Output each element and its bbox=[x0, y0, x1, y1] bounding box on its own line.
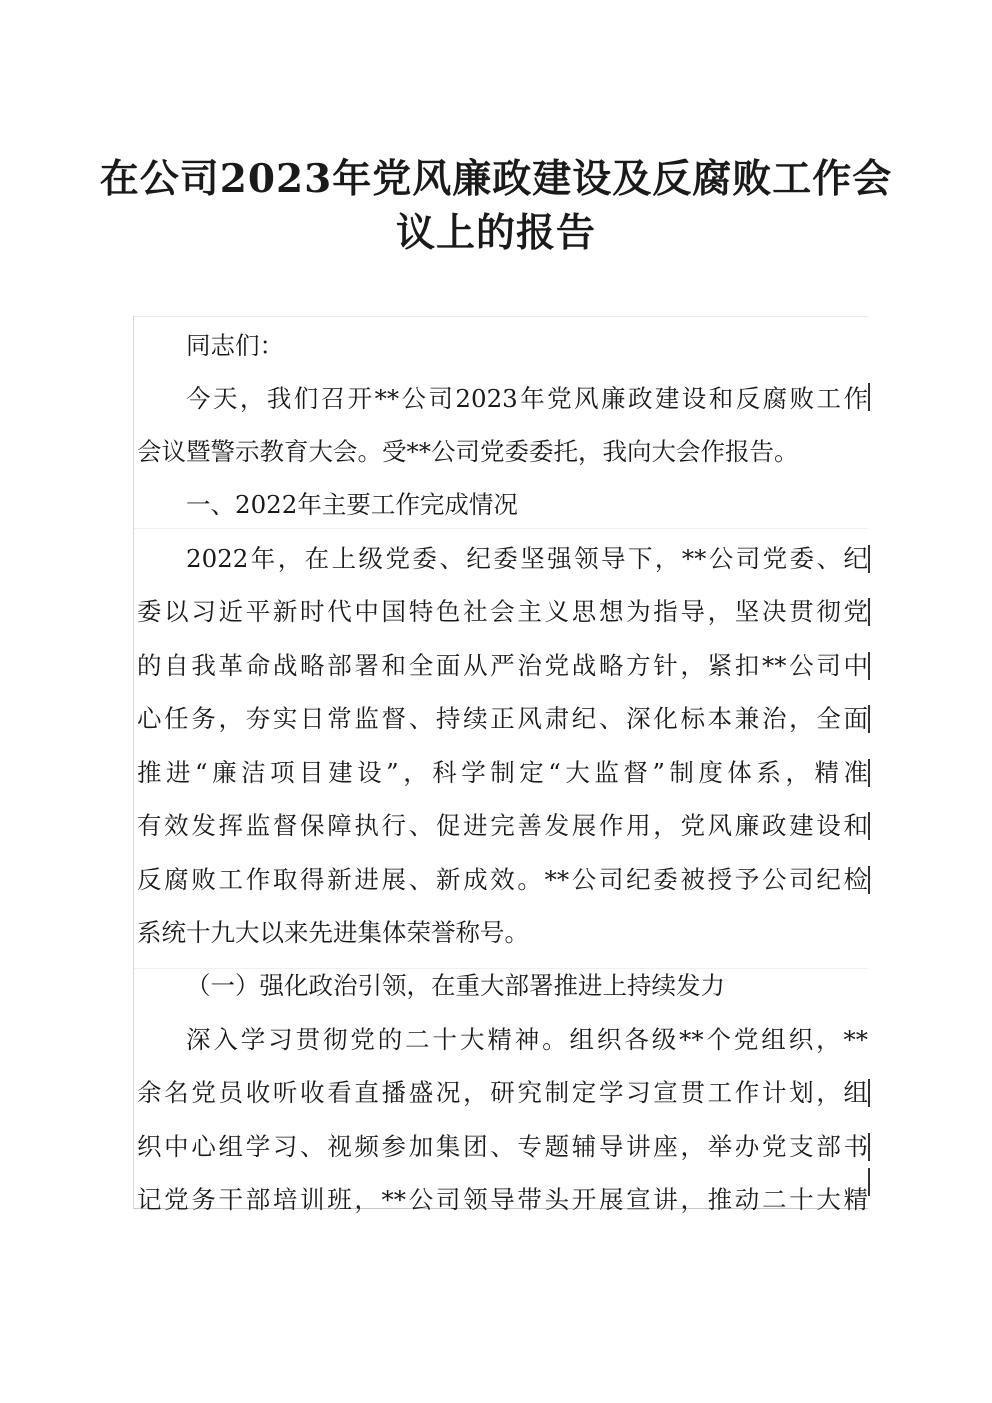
table-border-left bbox=[133, 316, 134, 1209]
table-cell-edge bbox=[868, 866, 870, 894]
paragraph-line: 系统十九大以来先进集体荣誉称号。 bbox=[137, 918, 529, 947]
table-cell-edge bbox=[868, 545, 870, 573]
paragraph-line: 今天，我们召开**公司2023年党风廉政建设和反腐败工作 bbox=[186, 384, 868, 413]
table-border-top bbox=[134, 316, 868, 317]
table-cell-edge bbox=[868, 1079, 870, 1107]
paragraph-line: 反腐败工作取得新进展、新成效。**公司纪委被授予公司纪检 bbox=[137, 865, 868, 894]
document-title-line-1: 在公司2023年党风廉政建设及反腐败工作会 bbox=[99, 156, 893, 202]
table-cell-edge bbox=[868, 812, 870, 840]
subsection-heading: （一）强化政治引领，在重大部署推进上持续发力 bbox=[186, 971, 725, 1000]
table-cell-edge bbox=[868, 705, 870, 733]
table-cell-edge bbox=[868, 1133, 870, 1161]
paragraph-line: 推进“廉洁项目建设”，科学制定“大监督”制度体系，精准 bbox=[137, 758, 868, 787]
paragraph-line: 2022年，在上级党委、纪委坚强领导下，**公司党委、纪 bbox=[186, 544, 868, 573]
paragraph-line: 余名党员收听收看直播盛况，研究制定学习宣贯工作计划，组 bbox=[137, 1078, 868, 1107]
paragraph-line: 会议暨警示教育大会。受**公司党委委托，我向大会作报告。 bbox=[137, 437, 799, 466]
paragraph-line: 织中心组学习、视频参加集团、专题辅导讲座，举办党支部书 bbox=[137, 1132, 868, 1161]
paragraph-line: 委以习近平新时代中国特色社会主义思想为指导，坚决贯彻党 bbox=[137, 597, 868, 626]
paragraph-line: 有效发挥监督保障执行、促进完善发展作用，党风廉政建设和 bbox=[137, 811, 868, 840]
section-heading: 一、2022年主要工作完成情况 bbox=[186, 490, 518, 519]
table-cell-edge bbox=[868, 598, 870, 626]
paragraph-line: 心任务，夯实日常监督、持续正风肃纪、深化标本兼治，全面 bbox=[137, 704, 868, 733]
salutation: 同志们： bbox=[186, 331, 284, 360]
table-cell-edge bbox=[868, 759, 870, 787]
table-cell-edge bbox=[868, 1168, 870, 1196]
document-title-line-2: 议上的报告 bbox=[395, 210, 596, 256]
table-cell-edge bbox=[868, 652, 870, 680]
table-cell-edge bbox=[868, 383, 870, 411]
table-row-divider bbox=[134, 968, 868, 969]
paragraph-line: 的自我革命战略部署和全面从严治党战略方针，紧扣**公司中 bbox=[137, 651, 868, 680]
table-row-divider bbox=[134, 528, 868, 529]
paragraph-line: 记党务干部培训班，**公司领导带头开展宣讲，推动二十大精 bbox=[137, 1185, 868, 1214]
paragraph-line: 深入学习贯彻党的二十大精神。组织各级**个党组织，** bbox=[186, 1025, 868, 1054]
